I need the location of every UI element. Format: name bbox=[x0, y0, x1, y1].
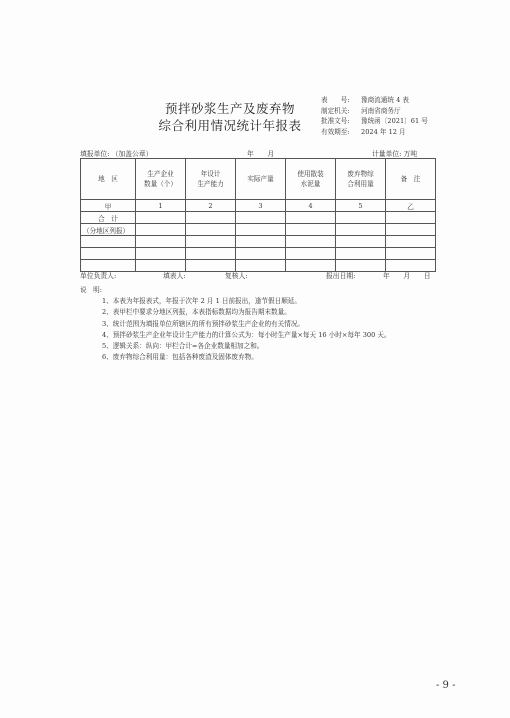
measure-unit-label: 计量单位: 万吨 bbox=[372, 150, 418, 158]
table-cell bbox=[286, 212, 336, 224]
table-cell bbox=[386, 212, 436, 224]
table-cell: 5 bbox=[336, 200, 386, 212]
meta-valid-until: 有效期至: 2024 年 12 月 bbox=[321, 128, 406, 137]
meta-approval-number: 批准文号: 豫统函〔2021〕61 号 bbox=[321, 117, 428, 126]
table-cell bbox=[336, 212, 386, 224]
notes-heading: 说 明: bbox=[80, 286, 103, 294]
table-cell bbox=[386, 248, 436, 260]
note-item: 6、废弃物综合利用量：包括各种废渣及固体废弃物。 bbox=[102, 353, 258, 362]
header-design-capacity: 年设计 生产能力 bbox=[186, 159, 236, 200]
table-cell: 甲 bbox=[81, 200, 136, 212]
table-cell: 4 bbox=[286, 200, 336, 212]
table-cell bbox=[236, 212, 286, 224]
header-remarks: 备 注 bbox=[386, 159, 436, 200]
table-cell bbox=[286, 224, 336, 236]
sign-report-date: 报出日期: bbox=[326, 272, 356, 280]
note-item: 4、预拌砂浆生产企业年设计生产能力的计算公式为：每小时生产量×每天 16 小时×每年 300 天。 bbox=[102, 330, 391, 339]
table-cell bbox=[81, 248, 136, 260]
table-cell bbox=[186, 236, 236, 248]
note-item: 1、本表为年报表式，年报于次年 2 月 1 日前报出，逢节假日顺延。 bbox=[102, 297, 301, 306]
table-cell bbox=[81, 236, 136, 248]
form-metadata bbox=[321, 95, 428, 138]
table-row bbox=[81, 212, 436, 224]
table-cell: 乙 bbox=[386, 200, 436, 212]
report-title-line1: 预拌砂浆生产及废弃物 bbox=[164, 101, 295, 116]
table-cell bbox=[186, 224, 236, 236]
header-enterprise-count: 生产企业 数量（个） bbox=[136, 159, 186, 200]
sign-unit-leader: 单位负责人: bbox=[80, 272, 117, 280]
table-cell bbox=[136, 236, 186, 248]
table-cell: 合 计 bbox=[81, 212, 136, 224]
notes-section bbox=[80, 285, 391, 363]
table-cell bbox=[236, 236, 286, 248]
table-cell bbox=[286, 248, 336, 260]
meta-issuing-authority: 制定机关: 河南省商务厅 bbox=[321, 106, 401, 115]
table-cell bbox=[136, 248, 186, 260]
page-number: - 9 - bbox=[436, 680, 456, 691]
table-cell bbox=[336, 248, 386, 260]
filling-unit-label: 填报单位: （加盖公章） bbox=[80, 150, 153, 158]
table-cell bbox=[286, 236, 336, 248]
table-cell: 3 bbox=[236, 200, 286, 212]
table-cell bbox=[386, 236, 436, 248]
report-title-line2: 综合利用情况统计年报表 bbox=[158, 118, 302, 133]
table-cell bbox=[136, 224, 186, 236]
table-cell bbox=[186, 212, 236, 224]
table-cell bbox=[386, 224, 436, 236]
table-row bbox=[81, 236, 436, 248]
table-cell: （分地区列报） bbox=[81, 224, 136, 236]
table-row bbox=[81, 224, 436, 236]
note-item: 2、表甲栏中要求分地区列报，本表指标数据均为报告期末数量。 bbox=[102, 308, 291, 317]
report-period-label: 年 月 bbox=[247, 150, 275, 158]
header-region: 地 区 bbox=[81, 159, 136, 200]
table-cell bbox=[236, 224, 286, 236]
table-cell: 2 bbox=[186, 200, 236, 212]
meta-form-number: 表 号: 豫商流通统 4 表 bbox=[321, 96, 409, 104]
header-bulk-cement: 使用散装 水泥量 bbox=[286, 159, 336, 200]
table-row bbox=[81, 248, 436, 260]
note-item: 5、逻辑关系：纵向：甲栏合计=各企业数量相加之和。 bbox=[102, 342, 264, 351]
note-item: 3、统计范围为填报单位所辖区的所有预拌砂浆生产企业的有关情况。 bbox=[102, 319, 305, 328]
table-cell bbox=[186, 248, 236, 260]
sign-filler: 填表人: bbox=[163, 272, 186, 280]
table-cell: 1 bbox=[136, 200, 186, 212]
header-waste-utilization: 废弃物综 合利用量 bbox=[336, 159, 386, 200]
table-cell bbox=[336, 236, 386, 248]
sign-date-ymd: 年 月 日 bbox=[383, 272, 431, 280]
statistics-table bbox=[80, 158, 436, 272]
table-cell bbox=[236, 248, 286, 260]
table-header-row bbox=[81, 159, 436, 200]
header-actual-output: 实际产量 bbox=[236, 159, 286, 200]
table-cell bbox=[336, 224, 386, 236]
sign-reviewer: 复核人: bbox=[225, 272, 248, 280]
table-cell bbox=[136, 212, 186, 224]
table-row bbox=[81, 200, 436, 212]
